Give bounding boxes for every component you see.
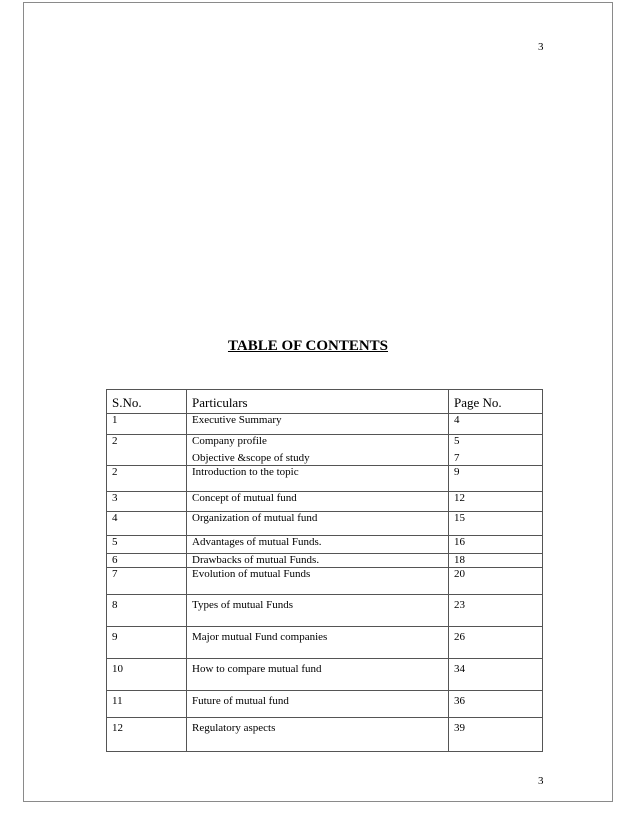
cell-particulars: Company profile bbox=[187, 435, 449, 453]
cell-page: 18 bbox=[449, 554, 543, 568]
toc-table bbox=[106, 389, 543, 752]
table-row bbox=[107, 435, 543, 453]
cell-sno: 1 bbox=[107, 414, 187, 435]
cell-sno: 11 bbox=[107, 691, 187, 718]
table-row bbox=[107, 512, 543, 536]
cell-sno: 7 bbox=[107, 568, 187, 595]
cell-particulars: Objective &scope of study bbox=[187, 453, 449, 466]
cell-page: 5 bbox=[449, 435, 543, 453]
cell-particulars: Executive Summary bbox=[187, 414, 449, 435]
cell-page: 20 bbox=[449, 568, 543, 595]
cell-page: 39 bbox=[449, 718, 543, 752]
table-row bbox=[107, 492, 543, 512]
header-particulars: Particulars bbox=[187, 390, 449, 414]
table-row bbox=[107, 568, 543, 595]
table-row bbox=[107, 691, 543, 718]
table-row bbox=[107, 554, 543, 568]
page-number-top: 3 bbox=[538, 41, 544, 53]
cell-particulars: Drawbacks of mutual Funds. bbox=[187, 554, 449, 568]
cell-sno: 4 bbox=[107, 512, 187, 536]
cell-particulars: Regulatory aspects bbox=[187, 718, 449, 752]
cell-page: 23 bbox=[449, 595, 543, 627]
cell-page: 15 bbox=[449, 512, 543, 536]
table-row bbox=[107, 627, 543, 659]
cell-particulars: Advantages of mutual Funds. bbox=[187, 536, 449, 554]
cell-sno bbox=[107, 453, 187, 466]
cell-page: 7 bbox=[449, 453, 543, 466]
cell-page: 9 bbox=[449, 466, 543, 492]
page-number-bottom: 3 bbox=[538, 775, 544, 787]
cell-particulars: Concept of mutual fund bbox=[187, 492, 449, 512]
cell-sno: 2 bbox=[107, 466, 187, 492]
table-row bbox=[107, 414, 543, 435]
header-page: Page No. bbox=[449, 390, 543, 414]
header-sno: S.No. bbox=[107, 390, 187, 414]
cell-sno: 10 bbox=[107, 659, 187, 691]
table-row bbox=[107, 718, 543, 752]
cell-sno: 6 bbox=[107, 554, 187, 568]
cell-sno: 2 bbox=[107, 435, 187, 453]
cell-sno: 9 bbox=[107, 627, 187, 659]
cell-particulars: Types of mutual Funds bbox=[187, 595, 449, 627]
cell-sno: 3 bbox=[107, 492, 187, 512]
page-title bbox=[0, 338, 638, 355]
cell-sno: 5 bbox=[107, 536, 187, 554]
cell-particulars: Evolution of mutual Funds bbox=[187, 568, 449, 595]
table-row bbox=[107, 536, 543, 554]
table-header-row bbox=[107, 390, 543, 414]
cell-page: 12 bbox=[449, 492, 543, 512]
cell-particulars: How to compare mutual fund bbox=[187, 659, 449, 691]
cell-page: 26 bbox=[449, 627, 543, 659]
title-text: TABLE OF CONTENTS bbox=[227, 338, 389, 354]
cell-sno: 8 bbox=[107, 595, 187, 627]
cell-particulars: Major mutual Fund companies bbox=[187, 627, 449, 659]
table-row bbox=[107, 453, 543, 466]
cell-page: 16 bbox=[449, 536, 543, 554]
cell-particulars: Organization of mutual fund bbox=[187, 512, 449, 536]
table-row bbox=[107, 659, 543, 691]
cell-sno: 12 bbox=[107, 718, 187, 752]
table-row bbox=[107, 466, 543, 492]
cell-page: 34 bbox=[449, 659, 543, 691]
cell-particulars: Introduction to the topic bbox=[187, 466, 449, 492]
cell-page: 4 bbox=[449, 414, 543, 435]
table-row bbox=[107, 595, 543, 627]
cell-page: 36 bbox=[449, 691, 543, 718]
cell-particulars: Future of mutual fund bbox=[187, 691, 449, 718]
